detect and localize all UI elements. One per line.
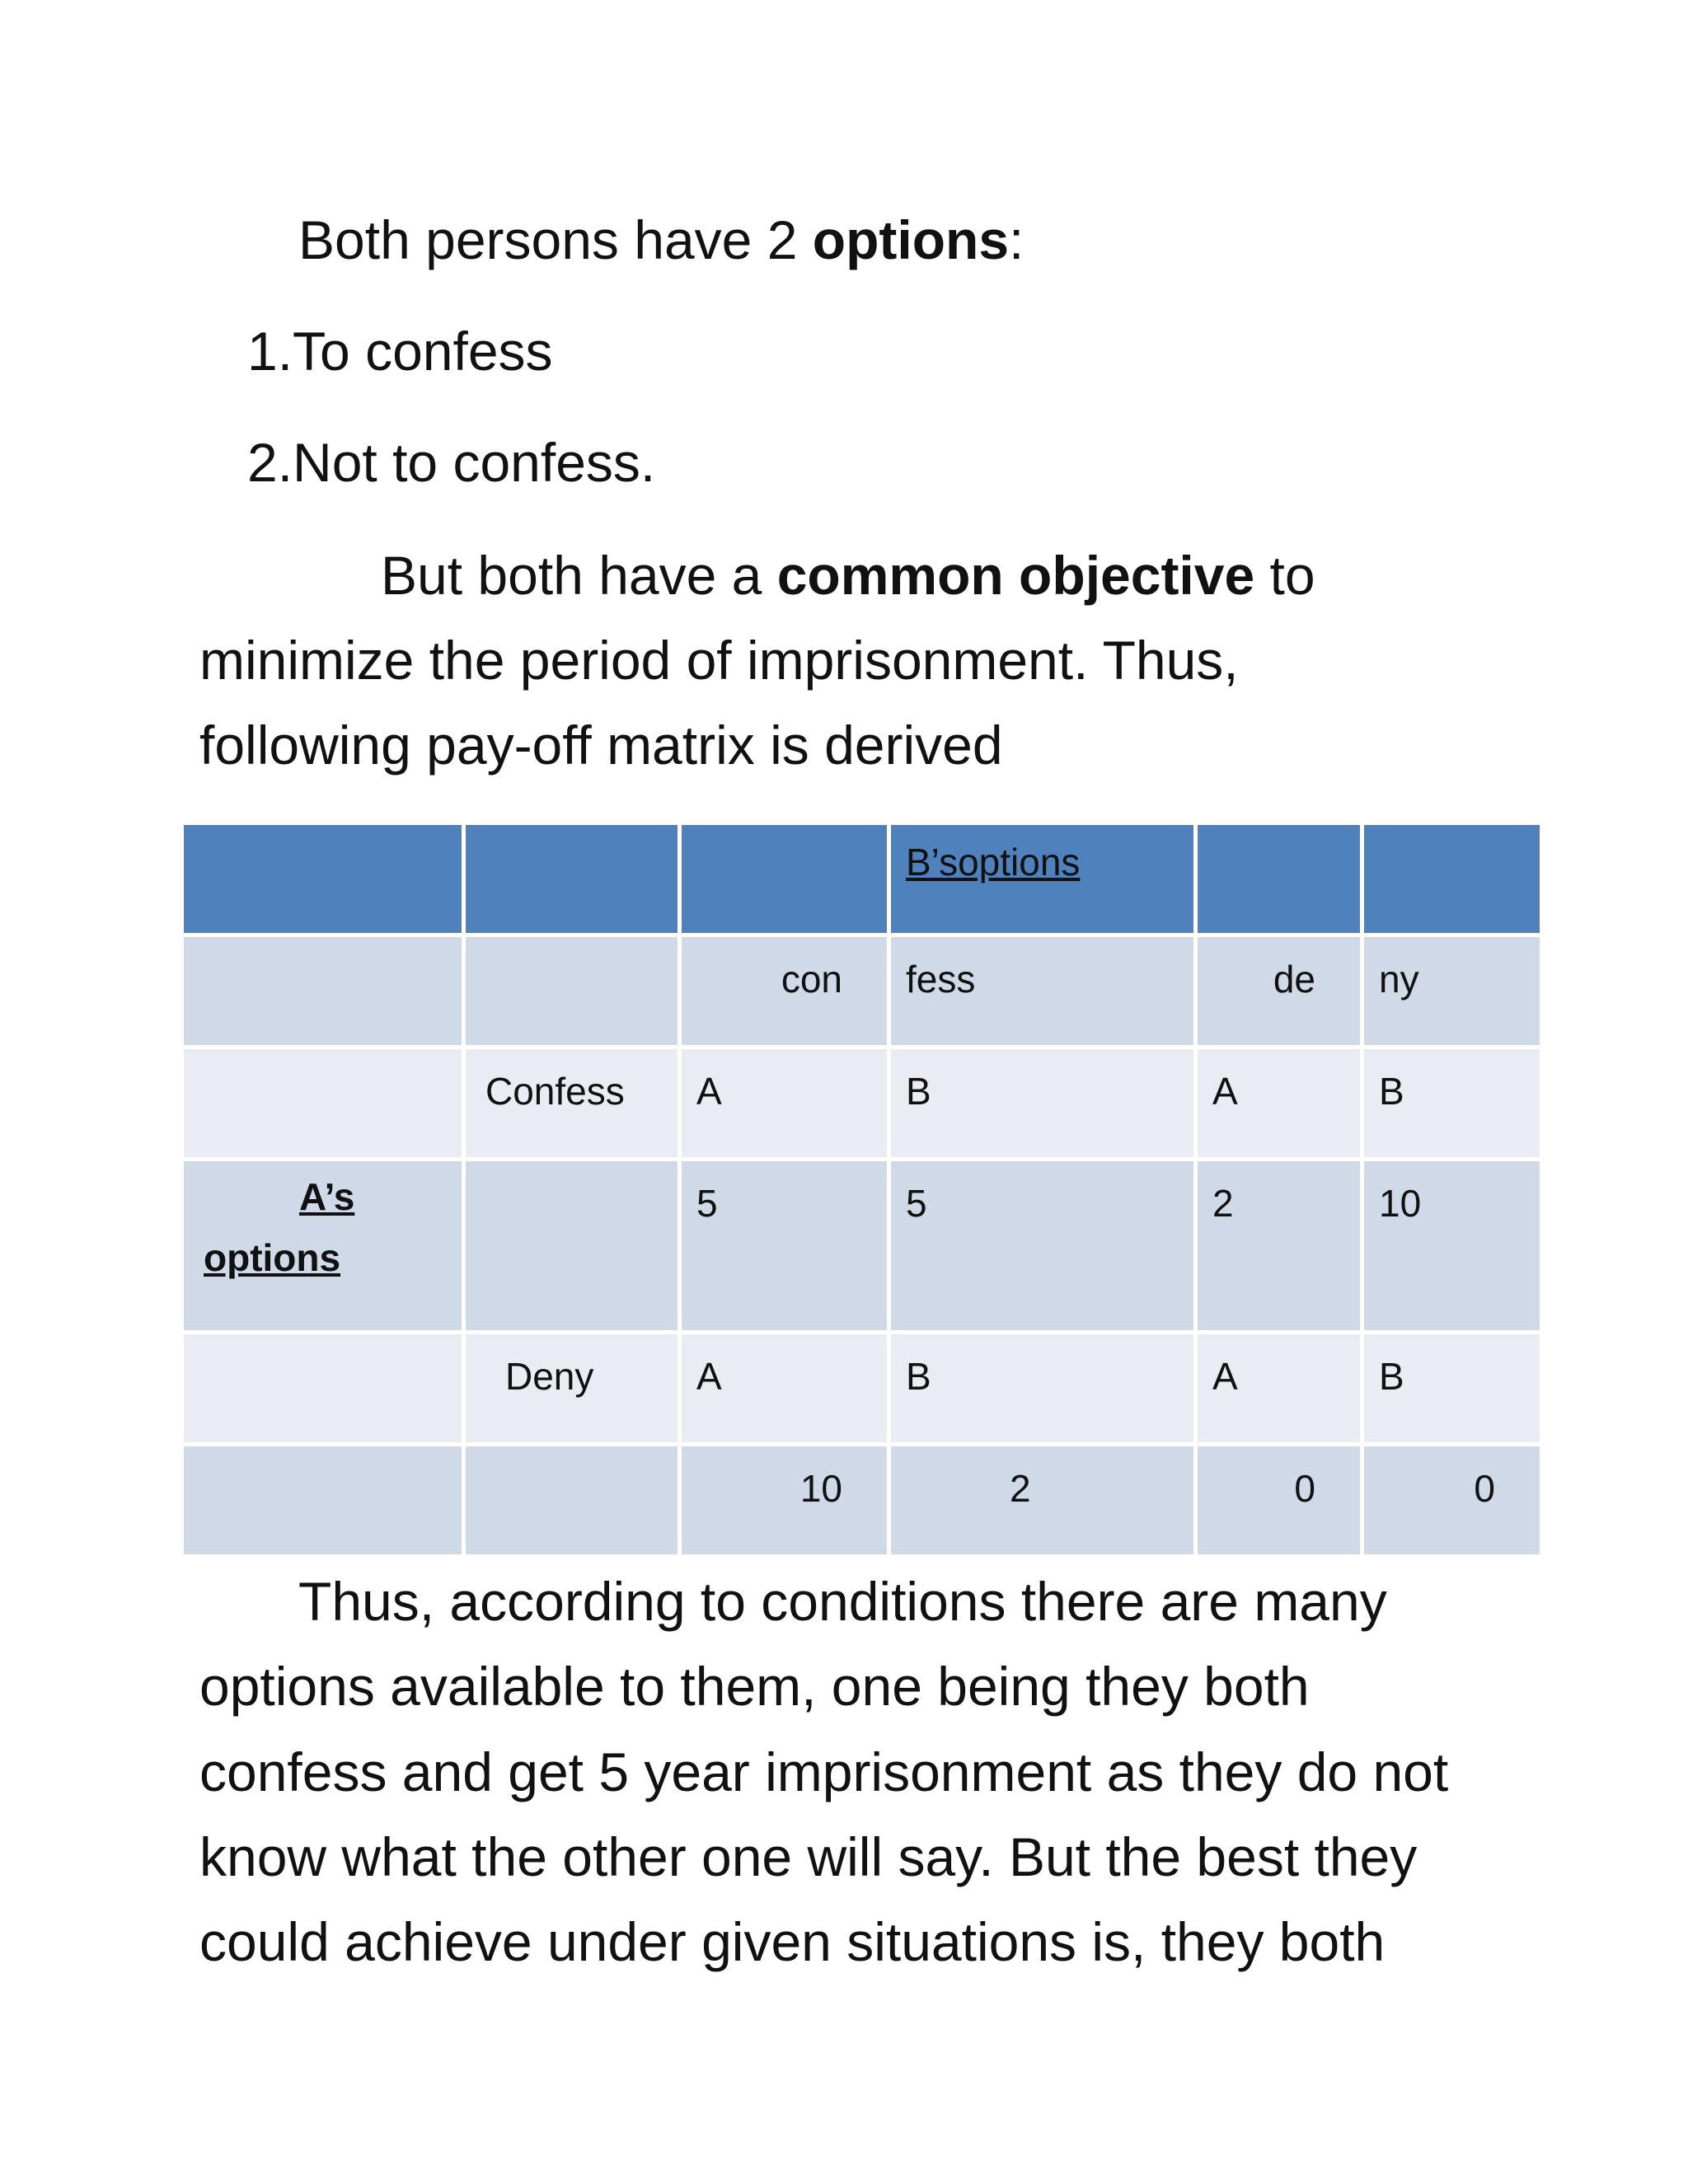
table-cell [464, 1445, 680, 1557]
confess-value: 5 [680, 1160, 889, 1333]
conclusion-line-1: Thus, according to conditions there are many [298, 1571, 1387, 1632]
table-row-confess-labels [182, 1047, 1542, 1160]
confess-label: Confess [464, 1047, 680, 1160]
conclusion-line-2: options available to them, one being they both [199, 1656, 1310, 1717]
cell-a: A [1196, 1333, 1362, 1445]
table-cell [182, 1333, 464, 1445]
list-item-1 [247, 321, 553, 382]
list-text: To confess [293, 321, 553, 382]
list-number: 1. [247, 321, 293, 382]
table-cell [182, 823, 464, 935]
a-options-line-2: options [204, 1236, 341, 1279]
objective-tail: to [1254, 545, 1315, 606]
table-cell [464, 935, 680, 1047]
list-text: Not to confess. [293, 432, 656, 493]
conclusion-line-3: confess and get 5 year imprisonment as they do not [199, 1741, 1449, 1802]
objective-line-3: following pay-off matrix is derived [199, 715, 1003, 776]
subhead-de: de [1196, 935, 1362, 1047]
table-row-deny-labels [182, 1333, 1542, 1445]
subhead-con: con [680, 935, 889, 1047]
conclusion-line-4: know what the other one will say. But the best they [199, 1826, 1418, 1887]
table-header-row [182, 823, 1542, 935]
deny-value: 2 [889, 1445, 1196, 1557]
table-subheader-row [182, 935, 1542, 1047]
intro-line [298, 209, 1025, 270]
cell-b: B [1362, 1333, 1542, 1445]
subhead-fess: fess [889, 935, 1196, 1047]
table-cell [464, 1160, 680, 1333]
confess-value: 2 [1196, 1160, 1362, 1333]
confess-value: 5 [889, 1160, 1196, 1333]
list-number: 2. [247, 432, 293, 493]
deny-value: 0 [1196, 1445, 1362, 1557]
deny-label: Deny [464, 1333, 680, 1445]
table-cell [182, 935, 464, 1047]
table-cell [464, 823, 680, 935]
deny-value: 10 [680, 1445, 889, 1557]
table-cell [182, 1047, 464, 1160]
b-options-label: B’soptions [906, 841, 1081, 883]
intro-bold: options [812, 209, 1010, 270]
objective-text: But both have a [381, 545, 777, 606]
subhead-ny: ny [1362, 935, 1542, 1047]
objective-line-2: minimize the period of imprisonment. Thus, [199, 630, 1239, 691]
table-cell [1362, 823, 1542, 935]
table-cell [182, 1445, 464, 1557]
conclusion-line-5: could achieve under given situations is, they both [199, 1911, 1386, 1972]
objective-line-1 [381, 545, 1315, 606]
cell-a: A [680, 1333, 889, 1445]
intro-colon: : [1009, 209, 1025, 270]
a-options-label [182, 1160, 464, 1333]
cell-a: A [680, 1047, 889, 1160]
objective-bold: common objective [776, 545, 1255, 606]
confess-value: 10 [1362, 1160, 1542, 1333]
cell-b: B [1362, 1047, 1542, 1160]
intro-text: Both persons have 2 [298, 209, 813, 270]
b-options-header [889, 823, 1196, 935]
table-row-confess-values [182, 1160, 1542, 1333]
deny-value: 0 [1362, 1445, 1542, 1557]
cell-b: B [889, 1333, 1196, 1445]
table-cell [1196, 823, 1362, 935]
table-row-deny-values [182, 1445, 1542, 1557]
list-item-2 [247, 432, 656, 493]
a-options-line-1: A’s [299, 1175, 355, 1218]
cell-a: A [1196, 1047, 1362, 1160]
table-cell [680, 823, 889, 935]
payoff-matrix-table [180, 821, 1544, 1558]
cell-b: B [889, 1047, 1196, 1160]
